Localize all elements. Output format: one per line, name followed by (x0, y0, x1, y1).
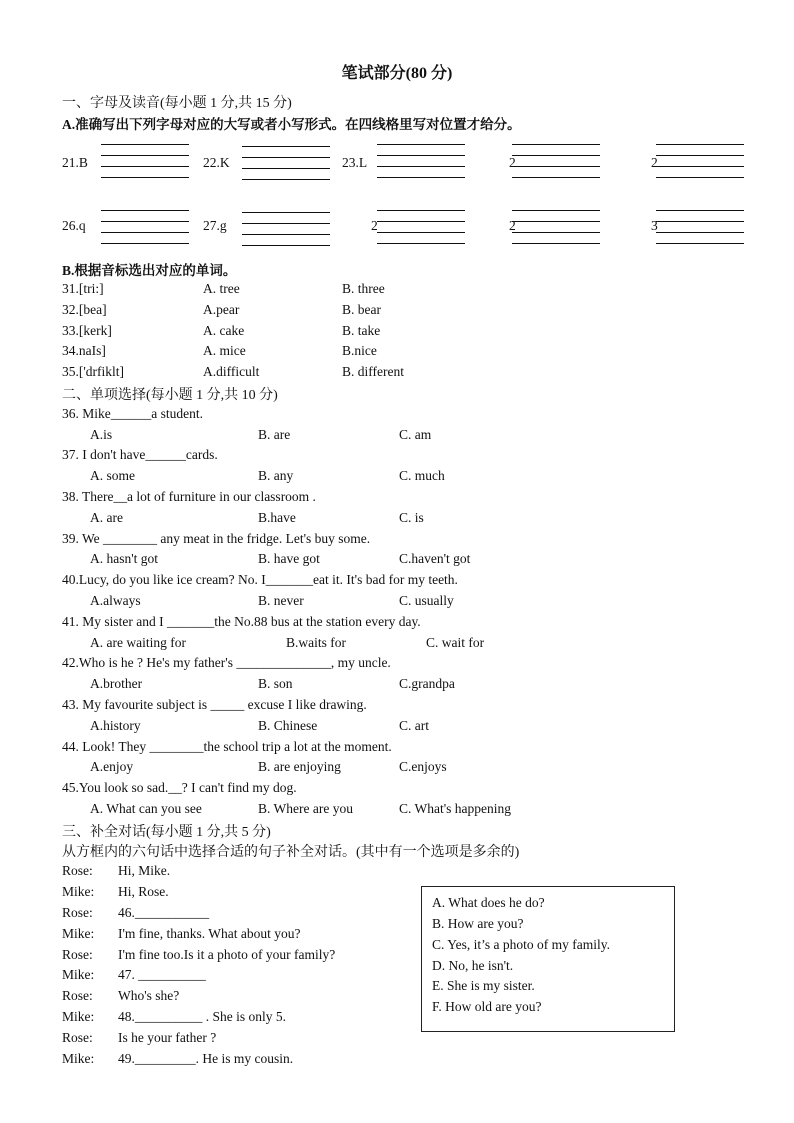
option-c: C.grandpa (399, 676, 455, 691)
question-44: 44. Look! They ________the school trip a lot at the moment. (62, 739, 392, 754)
phonetic-question: 31.[tri:] (62, 281, 104, 296)
option-c: C. am (399, 427, 432, 442)
option-c: C. wait for (426, 635, 485, 650)
dialogue-speaker: Mike: (62, 884, 95, 899)
option-box-item: F. How old are you? (432, 999, 542, 1014)
four-line-grid[interactable] (512, 142, 600, 178)
option-a: A. tree (203, 281, 240, 296)
option-c: C. is (399, 510, 424, 525)
option-c: C.haven't got (399, 551, 471, 566)
question-45: 45.You look so sad.__? I can't find my dog. (62, 780, 297, 795)
option-b: B. never (258, 593, 304, 608)
dialogue-line: I'm fine too.Is it a photo of your family? (118, 947, 336, 962)
dialogue-line: Who's she? (118, 988, 180, 1003)
option-a: A. mice (203, 343, 246, 358)
option-b: B. are enjoying (258, 759, 341, 774)
option-b: B. have got (258, 551, 320, 566)
question-36: 36. Mike______a student. (62, 406, 203, 421)
option-b: B. bear (342, 302, 381, 317)
four-line-grid[interactable] (512, 208, 600, 244)
option-c: C. What's happening (399, 801, 512, 816)
letter-item-29: 2 (509, 218, 516, 233)
option-a: A.difficult (203, 364, 260, 379)
question-40: 40.Lucy, do you like ice cream? No. I_______eat it. It's bad for my teeth. (62, 572, 458, 587)
four-line-grid[interactable] (101, 142, 189, 178)
four-line-grid[interactable] (377, 208, 465, 244)
options-box (421, 886, 675, 1032)
option-a: A. cake (203, 323, 245, 338)
question-43: 43. My favourite subject is _____ excuse I like drawing. (62, 697, 367, 712)
option-box-item: A. What does he do? (432, 895, 545, 910)
dialogue-speaker: Mike: (62, 967, 95, 982)
four-line-grid[interactable] (101, 208, 189, 244)
phonetic-question: 35.['drfiklt] (62, 364, 125, 379)
question-41: 41. My sister and I _______the No.88 bus at the station every day. (62, 614, 421, 629)
question-37: 37. I don't have______cards. (62, 447, 218, 462)
letter-item-25: 2 (651, 155, 658, 170)
option-b: B.have (258, 510, 296, 525)
section3-heading: 三、补全对话(每小题 1 分,共 5 分) (62, 825, 271, 840)
letter-item-24: 2 (509, 155, 516, 170)
option-a: A. are (90, 510, 123, 525)
dialogue-speaker: Rose: (62, 988, 93, 1003)
option-a: A. some (90, 468, 135, 483)
option-b: B. any (258, 468, 294, 483)
letter-item-22: 22.K (203, 155, 230, 170)
dialogue-line: Is he your father ? (118, 1030, 217, 1045)
option-a: A.pear (203, 302, 240, 317)
phonetic-question: 34.naIs] (62, 343, 106, 358)
option-box-item: C. Yes, it’s a photo of my family. (432, 937, 611, 952)
four-line-grid[interactable] (377, 142, 465, 178)
option-b: B. different (342, 364, 404, 379)
phonetic-question: 32.[bea] (62, 302, 107, 317)
dialogue-speaker: Mike: (62, 926, 95, 941)
option-a: A. What can you see (90, 801, 202, 816)
section1-partB-instruction: B.根据音标选出对应的单词。 (62, 263, 237, 278)
option-a: A.enjoy (90, 759, 134, 774)
four-line-grid[interactable] (656, 208, 744, 244)
option-a: A.is (90, 427, 113, 442)
four-line-grid[interactable] (242, 210, 330, 246)
option-c: C.enjoys (399, 759, 447, 774)
dialogue-line: Hi, Mike. (118, 863, 171, 878)
four-line-grid[interactable] (656, 142, 744, 178)
letter-item-30: 3 (651, 218, 658, 233)
section1-heading: 一、字母及读音(每小题 1 分,共 15 分) (62, 96, 292, 111)
dialogue-speaker: Rose: (62, 947, 93, 962)
option-b: B.waits for (286, 635, 346, 650)
question-38: 38. There__a lot of furniture in our classroom . (62, 489, 316, 504)
letter-item-28: 2 (371, 218, 378, 233)
option-a: A.history (90, 718, 141, 733)
option-b: B. three (342, 281, 385, 296)
section2-heading: 二、单项选择(每小题 1 分,共 10 分) (62, 388, 278, 403)
option-box-item: B. How are you? (432, 916, 524, 931)
dialogue-line: Hi, Rose. (118, 884, 169, 899)
dialogue-line: I'm fine, thanks. What about you? (118, 926, 301, 941)
dialogue-blank-49[interactable]: 49._________. He is my cousin. (118, 1051, 294, 1066)
dialogue-speaker: Mike: (62, 1051, 95, 1066)
option-b: B.nice (342, 343, 377, 358)
phonetic-question: 33.[kerk] (62, 323, 112, 338)
letter-item-21: 21.B (62, 155, 88, 170)
option-c: C. art (399, 718, 429, 733)
option-a: A.brother (90, 676, 143, 691)
question-39: 39. We ________ any meat in the fridge. Let's buy some. (62, 531, 371, 546)
option-b: B. son (258, 676, 293, 691)
option-box-item: E. She is my sister. (432, 978, 535, 993)
letter-item-27: 27.g (203, 218, 227, 233)
dialogue-blank-48[interactable]: 48.__________ . She is only 5. (118, 1009, 287, 1024)
section1-partA-instruction: A.准确写出下列字母对应的大写或者小写形式。在四线格里写对位置才给分。 (62, 117, 521, 132)
option-a: A. hasn't got (90, 551, 159, 566)
option-b: B. Where are you (258, 801, 353, 816)
option-b: B. take (342, 323, 381, 338)
option-b: B. are (258, 427, 291, 442)
section3-instruction: 从方框内的六句话中选择合适的句子补全对话。(其中有一个选项是多余的) (62, 845, 520, 860)
option-c: C. usually (399, 593, 454, 608)
dialogue-blank-47[interactable]: 47. __________ (118, 967, 206, 982)
option-box-item: D. No, he isn't. (432, 958, 514, 973)
question-42: 42.Who is he ? He's my father's ______________, my uncle. (62, 655, 391, 670)
four-line-grid[interactable] (242, 144, 330, 180)
option-c: C. much (399, 468, 445, 483)
letter-item-26: 26.q (62, 218, 86, 233)
dialogue-speaker: Rose: (62, 905, 93, 920)
option-b: B. Chinese (258, 718, 318, 733)
dialogue-blank-46[interactable]: 46.___________ (118, 905, 210, 920)
dialogue-speaker: Rose: (62, 1030, 93, 1045)
option-a: A.always (90, 593, 141, 608)
dialogue-speaker: Rose: (62, 863, 93, 878)
letter-item-23: 23.L (342, 155, 368, 170)
dialogue-speaker: Mike: (62, 1009, 95, 1024)
page-title: 笔试部分(80 分) (341, 65, 453, 82)
option-a: A. are waiting for (90, 635, 186, 650)
